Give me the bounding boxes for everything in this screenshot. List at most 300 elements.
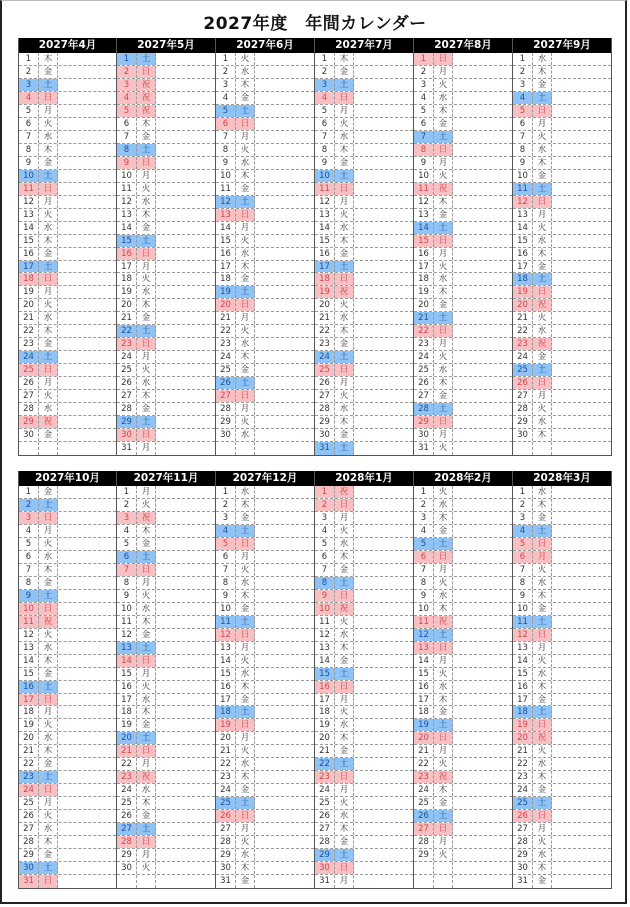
- memo-cell[interactable]: [453, 849, 512, 861]
- memo-cell[interactable]: [354, 131, 413, 143]
- memo-cell[interactable]: [354, 862, 413, 874]
- memo-cell[interactable]: [58, 118, 116, 130]
- memo-cell[interactable]: [354, 629, 413, 641]
- memo-cell[interactable]: [354, 416, 413, 428]
- memo-cell[interactable]: [156, 338, 215, 350]
- memo-cell[interactable]: [453, 862, 512, 874]
- memo-cell[interactable]: [255, 836, 314, 848]
- memo-cell[interactable]: [58, 590, 116, 602]
- memo-cell[interactable]: [255, 403, 314, 415]
- memo-cell[interactable]: [156, 732, 215, 744]
- memo-cell[interactable]: [156, 222, 215, 234]
- memo-cell[interactable]: [552, 299, 611, 311]
- memo-cell[interactable]: [552, 416, 611, 428]
- memo-cell[interactable]: [552, 66, 611, 78]
- memo-cell[interactable]: [453, 442, 512, 455]
- memo-cell[interactable]: [552, 157, 611, 169]
- memo-cell[interactable]: [255, 577, 314, 589]
- memo-cell[interactable]: [354, 442, 413, 455]
- memo-cell[interactable]: [156, 784, 215, 796]
- memo-cell[interactable]: [453, 364, 512, 376]
- memo-cell[interactable]: [453, 286, 512, 298]
- memo-cell[interactable]: [58, 157, 116, 169]
- memo-cell[interactable]: [453, 170, 512, 182]
- memo-cell[interactable]: [453, 551, 512, 563]
- memo-cell[interactable]: [453, 248, 512, 260]
- memo-cell[interactable]: [255, 377, 314, 389]
- memo-cell[interactable]: [58, 273, 116, 285]
- memo-cell[interactable]: [552, 209, 611, 221]
- memo-cell[interactable]: [453, 681, 512, 693]
- memo-cell[interactable]: [156, 758, 215, 770]
- memo-cell[interactable]: [453, 92, 512, 104]
- memo-cell[interactable]: [58, 771, 116, 783]
- memo-cell[interactable]: [453, 235, 512, 247]
- memo-cell[interactable]: [552, 131, 611, 143]
- memo-cell[interactable]: [552, 312, 611, 324]
- memo-cell[interactable]: [354, 538, 413, 550]
- memo-cell[interactable]: [156, 390, 215, 402]
- memo-cell[interactable]: [354, 849, 413, 861]
- memo-cell[interactable]: [552, 248, 611, 260]
- memo-cell[interactable]: [453, 183, 512, 195]
- memo-cell[interactable]: [156, 642, 215, 654]
- memo-cell[interactable]: [156, 512, 215, 524]
- memo-cell[interactable]: [58, 183, 116, 195]
- memo-cell[interactable]: [354, 299, 413, 311]
- memo-cell[interactable]: [255, 338, 314, 350]
- memo-cell[interactable]: [255, 862, 314, 874]
- memo-cell[interactable]: [58, 797, 116, 809]
- memo-cell[interactable]: [255, 758, 314, 770]
- memo-cell[interactable]: [453, 577, 512, 589]
- memo-cell[interactable]: [552, 338, 611, 350]
- memo-cell[interactable]: [156, 875, 215, 888]
- memo-cell[interactable]: [453, 745, 512, 757]
- memo-cell[interactable]: [255, 486, 314, 498]
- memo-cell[interactable]: [255, 170, 314, 182]
- memo-cell[interactable]: [156, 79, 215, 91]
- memo-cell[interactable]: [453, 836, 512, 848]
- memo-cell[interactable]: [156, 486, 215, 498]
- memo-cell[interactable]: [58, 668, 116, 680]
- memo-cell[interactable]: [552, 118, 611, 130]
- memo-cell[interactable]: [255, 616, 314, 628]
- memo-cell[interactable]: [552, 836, 611, 848]
- memo-cell[interactable]: [58, 758, 116, 770]
- memo-cell[interactable]: [156, 745, 215, 757]
- memo-cell[interactable]: [354, 784, 413, 796]
- memo-cell[interactable]: [255, 364, 314, 376]
- memo-cell[interactable]: [552, 92, 611, 104]
- memo-cell[interactable]: [58, 577, 116, 589]
- memo-cell[interactable]: [255, 499, 314, 511]
- memo-cell[interactable]: [255, 849, 314, 861]
- memo-cell[interactable]: [453, 79, 512, 91]
- memo-cell[interactable]: [156, 429, 215, 441]
- memo-cell[interactable]: [156, 551, 215, 563]
- memo-cell[interactable]: [156, 862, 215, 874]
- memo-cell[interactable]: [58, 222, 116, 234]
- memo-cell[interactable]: [552, 403, 611, 415]
- memo-cell[interactable]: [156, 416, 215, 428]
- memo-cell[interactable]: [354, 655, 413, 667]
- memo-cell[interactable]: [58, 144, 116, 156]
- memo-cell[interactable]: [255, 603, 314, 615]
- memo-cell[interactable]: [354, 79, 413, 91]
- memo-cell[interactable]: [552, 629, 611, 641]
- memo-cell[interactable]: [552, 222, 611, 234]
- memo-cell[interactable]: [58, 196, 116, 208]
- memo-cell[interactable]: [58, 248, 116, 260]
- memo-cell[interactable]: [255, 512, 314, 524]
- memo-cell[interactable]: [354, 668, 413, 680]
- memo-cell[interactable]: [453, 758, 512, 770]
- memo-cell[interactable]: [453, 403, 512, 415]
- memo-cell[interactable]: [453, 629, 512, 641]
- memo-cell[interactable]: [354, 144, 413, 156]
- memo-cell[interactable]: [552, 196, 611, 208]
- memo-cell[interactable]: [552, 681, 611, 693]
- memo-cell[interactable]: [58, 209, 116, 221]
- memo-cell[interactable]: [552, 512, 611, 524]
- memo-cell[interactable]: [156, 655, 215, 667]
- memo-cell[interactable]: [255, 235, 314, 247]
- memo-cell[interactable]: [58, 286, 116, 298]
- memo-cell[interactable]: [58, 629, 116, 641]
- memo-cell[interactable]: [453, 706, 512, 718]
- memo-cell[interactable]: [453, 157, 512, 169]
- memo-cell[interactable]: [156, 183, 215, 195]
- memo-cell[interactable]: [255, 694, 314, 706]
- memo-cell[interactable]: [453, 616, 512, 628]
- memo-cell[interactable]: [58, 442, 116, 455]
- memo-cell[interactable]: [354, 486, 413, 498]
- memo-cell[interactable]: [255, 442, 314, 455]
- memo-cell[interactable]: [453, 512, 512, 524]
- memo-cell[interactable]: [156, 694, 215, 706]
- memo-cell[interactable]: [354, 551, 413, 563]
- memo-cell[interactable]: [156, 131, 215, 143]
- memo-cell[interactable]: [255, 810, 314, 822]
- memo-cell[interactable]: [552, 642, 611, 654]
- memo-cell[interactable]: [453, 719, 512, 731]
- memo-cell[interactable]: [255, 79, 314, 91]
- memo-cell[interactable]: [552, 849, 611, 861]
- memo-cell[interactable]: [156, 157, 215, 169]
- memo-cell[interactable]: [58, 875, 116, 888]
- memo-cell[interactable]: [255, 784, 314, 796]
- memo-cell[interactable]: [255, 681, 314, 693]
- memo-cell[interactable]: [255, 538, 314, 550]
- memo-cell[interactable]: [156, 564, 215, 576]
- memo-cell[interactable]: [156, 499, 215, 511]
- memo-cell[interactable]: [255, 118, 314, 130]
- memo-cell[interactable]: [552, 603, 611, 615]
- memo-cell[interactable]: [453, 564, 512, 576]
- memo-cell[interactable]: [453, 486, 512, 498]
- memo-cell[interactable]: [354, 261, 413, 273]
- memo-cell[interactable]: [453, 429, 512, 441]
- memo-cell[interactable]: [453, 325, 512, 337]
- memo-cell[interactable]: [354, 745, 413, 757]
- memo-cell[interactable]: [354, 351, 413, 363]
- memo-cell[interactable]: [156, 312, 215, 324]
- memo-cell[interactable]: [354, 525, 413, 537]
- memo-cell[interactable]: [156, 53, 215, 65]
- memo-cell[interactable]: [354, 325, 413, 337]
- memo-cell[interactable]: [156, 248, 215, 260]
- memo-cell[interactable]: [552, 261, 611, 273]
- memo-cell[interactable]: [354, 235, 413, 247]
- memo-cell[interactable]: [453, 642, 512, 654]
- memo-cell[interactable]: [453, 105, 512, 117]
- memo-cell[interactable]: [552, 170, 611, 182]
- memo-cell[interactable]: [255, 157, 314, 169]
- memo-cell[interactable]: [453, 196, 512, 208]
- memo-cell[interactable]: [255, 732, 314, 744]
- memo-cell[interactable]: [58, 512, 116, 524]
- memo-cell[interactable]: [58, 105, 116, 117]
- memo-cell[interactable]: [156, 209, 215, 221]
- memo-cell[interactable]: [255, 196, 314, 208]
- memo-cell[interactable]: [354, 118, 413, 130]
- memo-cell[interactable]: [58, 338, 116, 350]
- memo-cell[interactable]: [453, 603, 512, 615]
- memo-cell[interactable]: [255, 551, 314, 563]
- memo-cell[interactable]: [552, 53, 611, 65]
- memo-cell[interactable]: [58, 810, 116, 822]
- memo-cell[interactable]: [453, 875, 512, 888]
- memo-cell[interactable]: [552, 429, 611, 441]
- memo-cell[interactable]: [58, 429, 116, 441]
- memo-cell[interactable]: [255, 299, 314, 311]
- memo-cell[interactable]: [552, 616, 611, 628]
- memo-cell[interactable]: [58, 745, 116, 757]
- memo-cell[interactable]: [255, 222, 314, 234]
- memo-cell[interactable]: [255, 273, 314, 285]
- memo-cell[interactable]: [354, 603, 413, 615]
- memo-cell[interactable]: [453, 390, 512, 402]
- memo-cell[interactable]: [58, 862, 116, 874]
- memo-cell[interactable]: [255, 209, 314, 221]
- memo-cell[interactable]: [58, 66, 116, 78]
- memo-cell[interactable]: [552, 862, 611, 874]
- memo-cell[interactable]: [552, 655, 611, 667]
- memo-cell[interactable]: [354, 758, 413, 770]
- memo-cell[interactable]: [58, 486, 116, 498]
- memo-cell[interactable]: [354, 823, 413, 835]
- memo-cell[interactable]: [58, 642, 116, 654]
- memo-cell[interactable]: [354, 312, 413, 324]
- memo-cell[interactable]: [552, 810, 611, 822]
- memo-cell[interactable]: [255, 642, 314, 654]
- memo-cell[interactable]: [354, 209, 413, 221]
- memo-cell[interactable]: [354, 66, 413, 78]
- memo-cell[interactable]: [58, 377, 116, 389]
- memo-cell[interactable]: [552, 525, 611, 537]
- memo-cell[interactable]: [453, 299, 512, 311]
- memo-cell[interactable]: [255, 286, 314, 298]
- memo-cell[interactable]: [552, 144, 611, 156]
- memo-cell[interactable]: [255, 183, 314, 195]
- memo-cell[interactable]: [58, 390, 116, 402]
- memo-cell[interactable]: [156, 92, 215, 104]
- memo-cell[interactable]: [58, 299, 116, 311]
- memo-cell[interactable]: [255, 655, 314, 667]
- memo-cell[interactable]: [552, 668, 611, 680]
- memo-cell[interactable]: [354, 403, 413, 415]
- memo-cell[interactable]: [354, 390, 413, 402]
- memo-cell[interactable]: [552, 235, 611, 247]
- memo-cell[interactable]: [156, 525, 215, 537]
- memo-cell[interactable]: [58, 732, 116, 744]
- memo-cell[interactable]: [255, 590, 314, 602]
- memo-cell[interactable]: [156, 299, 215, 311]
- memo-cell[interactable]: [453, 416, 512, 428]
- memo-cell[interactable]: [58, 499, 116, 511]
- memo-cell[interactable]: [453, 377, 512, 389]
- memo-cell[interactable]: [58, 403, 116, 415]
- memo-cell[interactable]: [354, 248, 413, 260]
- memo-cell[interactable]: [552, 499, 611, 511]
- memo-cell[interactable]: [552, 564, 611, 576]
- memo-cell[interactable]: [58, 325, 116, 337]
- memo-cell[interactable]: [156, 364, 215, 376]
- memo-cell[interactable]: [156, 836, 215, 848]
- memo-cell[interactable]: [354, 577, 413, 589]
- memo-cell[interactable]: [354, 499, 413, 511]
- memo-cell[interactable]: [58, 92, 116, 104]
- memo-cell[interactable]: [255, 771, 314, 783]
- memo-cell[interactable]: [58, 551, 116, 563]
- memo-cell[interactable]: [552, 325, 611, 337]
- memo-cell[interactable]: [58, 79, 116, 91]
- memo-cell[interactable]: [453, 261, 512, 273]
- memo-cell[interactable]: [453, 499, 512, 511]
- memo-cell[interactable]: [354, 564, 413, 576]
- memo-cell[interactable]: [255, 248, 314, 260]
- memo-cell[interactable]: [58, 364, 116, 376]
- memo-cell[interactable]: [354, 616, 413, 628]
- memo-cell[interactable]: [354, 196, 413, 208]
- memo-cell[interactable]: [255, 564, 314, 576]
- memo-cell[interactable]: [156, 823, 215, 835]
- memo-cell[interactable]: [354, 706, 413, 718]
- memo-cell[interactable]: [156, 144, 215, 156]
- memo-cell[interactable]: [156, 810, 215, 822]
- memo-cell[interactable]: [552, 183, 611, 195]
- memo-cell[interactable]: [58, 719, 116, 731]
- memo-cell[interactable]: [453, 144, 512, 156]
- memo-cell[interactable]: [453, 351, 512, 363]
- memo-cell[interactable]: [354, 590, 413, 602]
- memo-cell[interactable]: [255, 131, 314, 143]
- memo-cell[interactable]: [58, 53, 116, 65]
- memo-cell[interactable]: [156, 118, 215, 130]
- memo-cell[interactable]: [453, 273, 512, 285]
- memo-cell[interactable]: [255, 390, 314, 402]
- memo-cell[interactable]: [58, 655, 116, 667]
- memo-cell[interactable]: [453, 131, 512, 143]
- memo-cell[interactable]: [255, 797, 314, 809]
- memo-cell[interactable]: [58, 170, 116, 182]
- memo-cell[interactable]: [354, 875, 413, 888]
- memo-cell[interactable]: [255, 875, 314, 888]
- memo-cell[interactable]: [58, 603, 116, 615]
- memo-cell[interactable]: [552, 590, 611, 602]
- memo-cell[interactable]: [58, 706, 116, 718]
- memo-cell[interactable]: [255, 719, 314, 731]
- memo-cell[interactable]: [255, 429, 314, 441]
- memo-cell[interactable]: [354, 286, 413, 298]
- memo-cell[interactable]: [552, 694, 611, 706]
- memo-cell[interactable]: [453, 525, 512, 537]
- memo-cell[interactable]: [255, 144, 314, 156]
- memo-cell[interactable]: [156, 325, 215, 337]
- memo-cell[interactable]: [156, 681, 215, 693]
- memo-cell[interactable]: [354, 377, 413, 389]
- memo-cell[interactable]: [453, 771, 512, 783]
- memo-cell[interactable]: [156, 603, 215, 615]
- memo-cell[interactable]: [255, 416, 314, 428]
- memo-cell[interactable]: [354, 771, 413, 783]
- memo-cell[interactable]: [552, 758, 611, 770]
- memo-cell[interactable]: [354, 92, 413, 104]
- memo-cell[interactable]: [58, 235, 116, 247]
- memo-cell[interactable]: [552, 823, 611, 835]
- memo-cell[interactable]: [255, 66, 314, 78]
- memo-cell[interactable]: [552, 719, 611, 731]
- memo-cell[interactable]: [552, 706, 611, 718]
- memo-cell[interactable]: [552, 442, 611, 455]
- memo-cell[interactable]: [552, 486, 611, 498]
- memo-cell[interactable]: [453, 668, 512, 680]
- memo-cell[interactable]: [156, 771, 215, 783]
- memo-cell[interactable]: [255, 92, 314, 104]
- memo-cell[interactable]: [552, 875, 611, 888]
- memo-cell[interactable]: [58, 784, 116, 796]
- memo-cell[interactable]: [58, 681, 116, 693]
- memo-cell[interactable]: [58, 416, 116, 428]
- memo-cell[interactable]: [58, 312, 116, 324]
- memo-cell[interactable]: [156, 196, 215, 208]
- memo-cell[interactable]: [58, 564, 116, 576]
- memo-cell[interactable]: [156, 377, 215, 389]
- memo-cell[interactable]: [58, 538, 116, 550]
- memo-cell[interactable]: [453, 810, 512, 822]
- memo-cell[interactable]: [255, 53, 314, 65]
- memo-cell[interactable]: [156, 719, 215, 731]
- memo-cell[interactable]: [156, 616, 215, 628]
- memo-cell[interactable]: [156, 286, 215, 298]
- memo-cell[interactable]: [156, 590, 215, 602]
- memo-cell[interactable]: [354, 836, 413, 848]
- memo-cell[interactable]: [453, 66, 512, 78]
- memo-cell[interactable]: [354, 694, 413, 706]
- memo-cell[interactable]: [255, 668, 314, 680]
- memo-cell[interactable]: [354, 170, 413, 182]
- memo-cell[interactable]: [552, 797, 611, 809]
- memo-cell[interactable]: [156, 706, 215, 718]
- memo-cell[interactable]: [552, 577, 611, 589]
- memo-cell[interactable]: [453, 538, 512, 550]
- memo-cell[interactable]: [58, 694, 116, 706]
- memo-cell[interactable]: [58, 823, 116, 835]
- memo-cell[interactable]: [552, 377, 611, 389]
- memo-cell[interactable]: [354, 719, 413, 731]
- memo-cell[interactable]: [354, 183, 413, 195]
